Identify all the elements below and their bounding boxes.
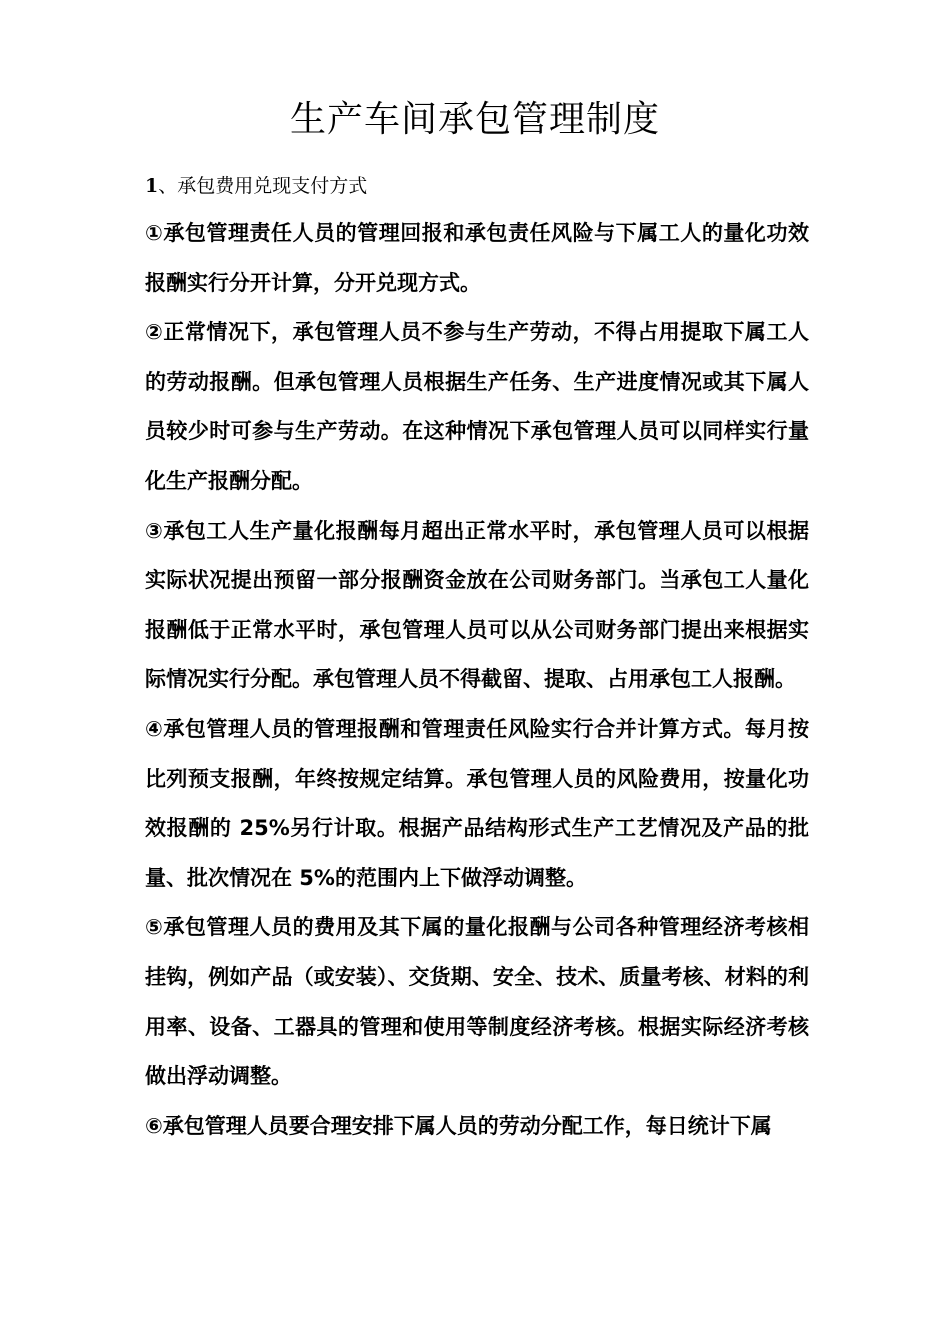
section-heading <box>145 169 805 203</box>
paragraph-2: ②正常情况下，承包管理人员不参与生产劳动，不得占用提取下属工人的劳动报酬。但承包管理人员根据生产任务、生产进度情况或其下属人员较少时可参与生产劳动。在这种情况下承包管理人员可以同样实行量化生产报酬分配。 <box>145 320 809 493</box>
document-body <box>145 209 809 1151</box>
paragraph-4: ④承包管理人员的管理报酬和管理责任风险实行合并计算方式。每月按比列预支报酬，年终按规定结算。承包管理人员的风险费用，按量化功效报酬的 25%另行计取。根据产品结构形式生产工艺情况及产品的批量、批次情况在 5%的范围内上下做浮动调整。 <box>145 716 809 890</box>
paragraph-6: ⑥承包管理人员要合理安排下属人员的劳动分配工作，每日统计下属 <box>145 1113 772 1138</box>
paragraph-3: ③承包工人生产量化报酬每月超出正常水平时，承包管理人员可以根据实际状况提出预留一部分报酬资金放在公司财务部门。当承包工人量化报酬低于正常水平时，承包管理人员可以从公司财务部门提出来根据实际情况实行分配。承包管理人员不得截留、提取、占用承包工人报酬。 <box>145 518 809 692</box>
section-number: 1 <box>145 175 159 197</box>
document-title: 生产车间承包管理制度 <box>289 99 660 140</box>
section-heading-text: 、承包费用兑现支付方式 <box>158 175 368 197</box>
paragraph-5: ⑤承包管理人员的费用及其下属的量化报酬与公司各种管理经济考核相挂钩，例如产品（或安装）、交货期、安全、技术、质量考核、材料的利用率、设备、工器具的管理和使用等制度经济考核。根据实际经济考核做出浮动调整。 <box>145 915 809 1089</box>
paragraph-1: ①承包管理责任人员的管理回报和承包责任风险与下属工人的量化功效报酬实行分开计算，分开兑现方式。 <box>145 221 809 295</box>
